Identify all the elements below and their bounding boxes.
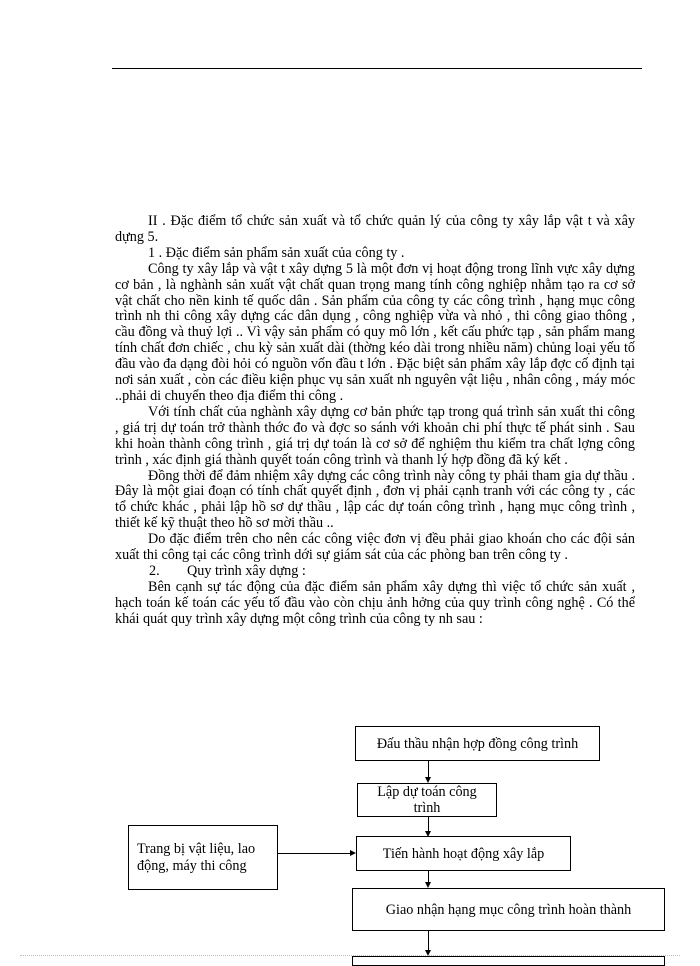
flow-connector-1 <box>428 761 429 778</box>
subheading-title: Quy trình xây dựng : <box>187 562 306 579</box>
flow-input-resources: Trang bị vật liệu, lao động, máy thi công <box>128 825 278 890</box>
document-body <box>115 214 635 628</box>
paragraph-bidding: Đồng thời để đảm nhiệm xây dựng các công trình này công ty phải tham gia dự thầu . Đây là một giai đoạn có tính chất quyết định , đơn vị phải cạnh tranh với các công ty , các tổ chức khác , phải lập hồ sơ dự thầu , lập các dự toán công trình , hạng mục công trình , thiết kế kỹ thuật theo hồ sơ mời thầu .. <box>115 467 635 532</box>
paragraph-company-products: Công ty xây lắp và vật t xây dựng 5 là một đơn vị hoạt động trong lĩnh vực xây dựng cơ bản , là nghành sản xuất vật chất quan trọng mang tính công nghiệp nhằm tạo ra cơ sở vật chất cho nền kinh tế quốc dân . Sản phẩm của công ty các công trình , hạng mục công trình nh thi công xây dựng các dân dụng , công nghiệp vừa và nhỏ , thi công giao thông , cầu đồng và thuỷ lợi .. Vì vậy sản phẩm có quy mô lớn , kết cấu phức tạp , sản phẩm mang tính chất đơn chiếc , chu kỳ sản xuất dài (thờng kéo dài trong nhiều năm) chủng loại yếu tố đầu vào đa dạng đòi hỏi có nguồn vốn đầu t lớn . Đặc biệt sản phẩm xây lắp đợc cố định tại nơi sản xuất , còn các điều kiện phục vụ sản xuất nh nguyên vật liệu , nhân công , máy móc ..phải di chuyển theo địa điểm thi công . <box>115 260 635 404</box>
flow-connector-input <box>278 853 351 854</box>
page-break-line <box>20 955 680 956</box>
paragraph-contracting: Do đặc điểm trên cho nên các công việc đơn vị đều phải giao khoán cho các đội sản xuất thi công tại các công trình dới sự giám sát của các phòng ban trên công ty . <box>115 531 635 564</box>
paragraph-process-intro: Bên cạnh sự tác động của đặc điểm sản phẩm xây dựng thì việc tổ chức sản xuất , hạch toán kế toán các yếu tố đầu vào còn chịu ảnh hởng của quy trình công nghệ . Có thể khái quát quy trình xây dựng một công trình của công ty nh sau : <box>115 578 635 627</box>
subheading-number: 2. <box>149 562 160 579</box>
header-rule <box>112 68 642 69</box>
paragraph-estimate-value: Với tính chất của nghành xây dựng cơ bản phức tạp trong quá trình sản xuất thi công , giá trị dự toán trở thành thớc đo và đợc so sánh với khoản chi phí thực tế phát sinh . Sau khi hoàn thành công trình , giá trị dự toán là cơ sở để nghiệm thu kiểm tra chất lợng công trình , xác định giá thành quyết toán công trình và thanh lý hợp đồng đã ký kết . <box>115 403 635 468</box>
flow-step-bidding: Đấu thầu nhận hợp đồng công trình <box>355 726 600 761</box>
subheading-product-characteristics: 1 . Đặc điểm sản phẩm sản xuất của công ty . <box>148 244 405 261</box>
subheading-construction-process <box>115 564 635 580</box>
flow-step-estimate: Lập dự toán công trình <box>357 783 497 817</box>
flow-next-step-partial <box>352 956 665 966</box>
flow-step-handover: Giao nhận hạng mục công trình hoàn thành <box>352 888 665 931</box>
flow-connector-2 <box>428 817 429 832</box>
flow-connector-4 <box>428 931 429 951</box>
section-heading: II . Đặc điểm tổ chức sản xuất và tổ chức quản lý của công ty xây lắp vật t và xây dựng 5. <box>115 213 635 245</box>
flow-step-construction: Tiến hành hoạt động xây lắp <box>356 836 571 871</box>
